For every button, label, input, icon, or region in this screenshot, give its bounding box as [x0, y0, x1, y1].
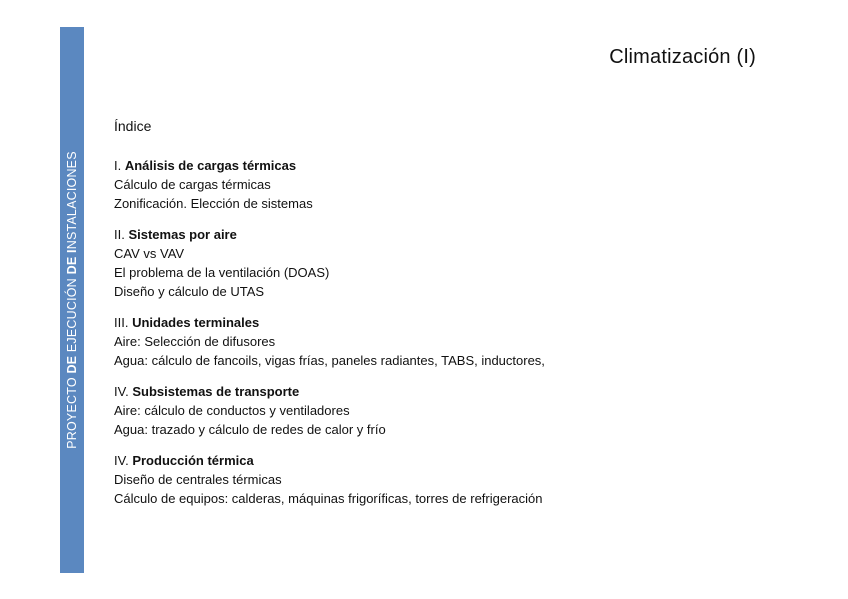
section-2 [114, 225, 545, 301]
section-item: Agua: cálculo de fancoils, vigas frías, paneles radiantes, TABS, inductores, [114, 353, 545, 368]
section-item: Zonificación. Elección de sistemas [114, 196, 313, 211]
section-item: Cálculo de cargas térmicas [114, 177, 271, 192]
section-title: III. Unidades terminales [114, 315, 260, 330]
section-4 [114, 382, 545, 439]
section-item: Agua: trazado y cálculo de redes de calor y frío [114, 422, 386, 437]
section-item: El problema de la ventilación (DOAS) [114, 265, 330, 280]
section-title: IV. Producción térmica [114, 453, 254, 468]
section-3 [114, 313, 545, 370]
index-sections [114, 156, 545, 520]
section-item: Diseño de centrales térmicas [114, 472, 282, 487]
section-1 [114, 156, 545, 213]
section-title: IV. Subsistemas de transporte [114, 384, 300, 399]
section-item: Aire: Selección de difusores [114, 334, 276, 349]
section-item: Diseño y cálculo de UTAS [114, 284, 265, 299]
index-heading: Índice [114, 118, 152, 134]
section-title: I. Análisis de cargas térmicas [114, 158, 297, 173]
section-item: CAV vs VAV [114, 246, 185, 261]
section-item: Aire: cálculo de conductos y ventiladores [114, 403, 350, 418]
slide-title: Climatización (I) [609, 46, 756, 68]
sidebar-vertical-text: PROYECTO DE EJECUCIÓN DE INSTALACIONES [65, 151, 79, 449]
section-item: Cálculo de equipos: calderas, máquinas frigoríficas, torres de refrigeración [114, 491, 543, 506]
section-title: II. Sistemas por aire [114, 227, 237, 242]
section-5 [114, 451, 545, 508]
